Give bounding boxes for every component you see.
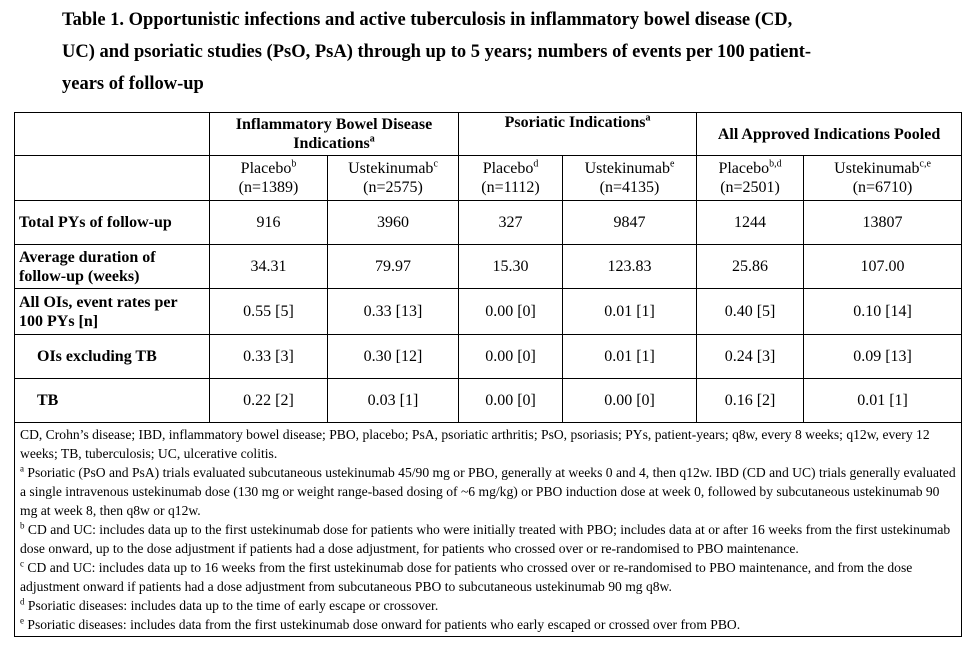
data-table xyxy=(14,112,962,637)
col-header-pooled-ustekinumab: Ustekinumab$^{c,e}$ (n=6710) xyxy=(804,156,962,201)
footnote-row xyxy=(15,423,962,637)
title-line-1: Table 1. Opportunistic infections and active tuberculosis in inflammatory bowel disease (CD, xyxy=(62,10,793,30)
footnote-e: $^e$ Psoriatic diseases: includes data from the first ustekinumab dose onward for patients who early escaped or crossed over from PBO. xyxy=(20,615,741,632)
table-cell: 1244 xyxy=(697,201,804,245)
table-cell: 0.22 [2] xyxy=(210,379,328,423)
corner-cell-2 xyxy=(15,156,210,201)
table-cell: 0.30 [12] xyxy=(328,335,459,379)
table-cell: 9847 xyxy=(563,201,697,245)
title-line-3: years of follow-up xyxy=(62,74,204,94)
table-row xyxy=(15,379,962,423)
table-cell: 0.40 [5] xyxy=(697,289,804,335)
row-label: Average duration of follow-up (weeks) xyxy=(15,245,210,289)
table-cell: 0.01 [1] xyxy=(563,289,697,335)
table-cell: 25.86 xyxy=(697,245,804,289)
table-cell: 0.00 [0] xyxy=(459,289,563,335)
table-cell: 0.16 [2] xyxy=(697,379,804,423)
table-cell: 0.03 [1] xyxy=(328,379,459,423)
table-cell: 13807 xyxy=(804,201,962,245)
table-cell: 0.33 [3] xyxy=(210,335,328,379)
table-cell: 0.09 [13] xyxy=(804,335,962,379)
table-cell: 34.31 xyxy=(210,245,328,289)
table-row xyxy=(15,335,962,379)
column-header-row xyxy=(15,156,962,201)
corner-cell xyxy=(15,113,210,156)
table-cell: 0.24 [3] xyxy=(697,335,804,379)
col-header-pso-ustekinumab: Ustekinumab$^e$ (n=4135) xyxy=(563,156,697,201)
row-label: Total PYs of follow-up xyxy=(15,201,210,245)
group-header-pooled: All Approved Indications Pooled xyxy=(697,113,962,156)
table-row xyxy=(15,201,962,245)
title-line-2: UC) and psoriatic studies (PsO, PsA) through up to 5 years; numbers of events per 100 patient- xyxy=(62,42,812,62)
table-cell: 15.30 xyxy=(459,245,563,289)
table-cell: 3960 xyxy=(328,201,459,245)
table-cell: 916 xyxy=(210,201,328,245)
table-cell: 0.00 [0] xyxy=(459,379,563,423)
footnotes xyxy=(15,423,962,637)
table-cell: 123.83 xyxy=(563,245,697,289)
row-label: OIs excluding TB xyxy=(15,335,210,379)
group-header-ibd: Inflammatory Bowel Disease Indications$^a$ xyxy=(210,113,459,156)
footnote-abbreviations: CD, Crohn’s disease; IBD, inflammatory bowel disease; PBO, placebo; PsA, psoriatic arthritis; PsO, psoriasis; PYs, patient-years; q8w, every 8 weeks; q12w, every 12 weeks; TB, tuberculosis; UC, ulcerative colitis. xyxy=(20,427,930,461)
table-cell: 0.55 [5] xyxy=(210,289,328,335)
footnote-a: $^a$ Psoriatic (PsO and PsA) trials evaluated subcutaneous ustekinumab 45/90 mg or PBO, generally at weeks 0 and 4, then q12w. IBD (CD and UC) trials generally evaluated a single intravenous ustekinumab dose (130 mg or weight range-based dosing of ~6 mg/kg) or PBO induction dose at week 0, followed by subcutaneous ustekinumab 90 mg at week 8, then q8w or q12w. xyxy=(20,463,956,518)
table-row xyxy=(15,245,962,289)
table-row xyxy=(15,289,962,335)
col-header-pooled-placebo: Placebo$^{b,d}$ (n=2501) xyxy=(697,156,804,201)
group-header-row xyxy=(15,113,962,156)
table-cell: 0.00 [0] xyxy=(563,379,697,423)
table-cell: 0.01 [1] xyxy=(804,379,962,423)
table-cell: 79.97 xyxy=(328,245,459,289)
table-cell: 0.10 [14] xyxy=(804,289,962,335)
table-title xyxy=(62,4,942,100)
footnote-c: $^c$ CD and UC: includes data up to 16 weeks from the first ustekinumab dose for patients who crossed over or re-randomised to PBO maintenance, and from the dose adjustment onward if patients had a dose adjustment from subcutaneous PBO to subcutaneous ustekinumab 90 mg q8w. xyxy=(20,558,913,594)
table-cell: 107.00 xyxy=(804,245,962,289)
row-label: TB xyxy=(15,379,210,423)
col-header-ibd-ustekinumab: Ustekinumab$^c$ (n=2575) xyxy=(328,156,459,201)
table-cell: 327 xyxy=(459,201,563,245)
col-header-pso-placebo: Placebo$^d$ (n=1112) xyxy=(459,156,563,201)
group-header-psoriatic: Psoriatic Indications$^a$ xyxy=(459,113,697,156)
col-header-ibd-placebo: Placebo$^b$ (n=1389) xyxy=(210,156,328,201)
footnote-d: $^d$ Psoriatic diseases: includes data up to the time of early escape or crossover. xyxy=(20,596,439,613)
table-cell: 0.33 [13] xyxy=(328,289,459,335)
row-label: All OIs, event rates per 100 PYs [n] xyxy=(15,289,210,335)
footnote-b: $^b$ CD and UC: includes data up to the first ustekinumab dose for patients who were initially treated with PBO; includes data at or after 16 weeks from the first ustekinumab dose onward, up to the dose adjustment if patients had a dose adjustment, for patients who crossed over or re-randomised to PBO maintenance. xyxy=(20,520,951,556)
table-cell: 0.00 [0] xyxy=(459,335,563,379)
table-cell: 0.01 [1] xyxy=(563,335,697,379)
